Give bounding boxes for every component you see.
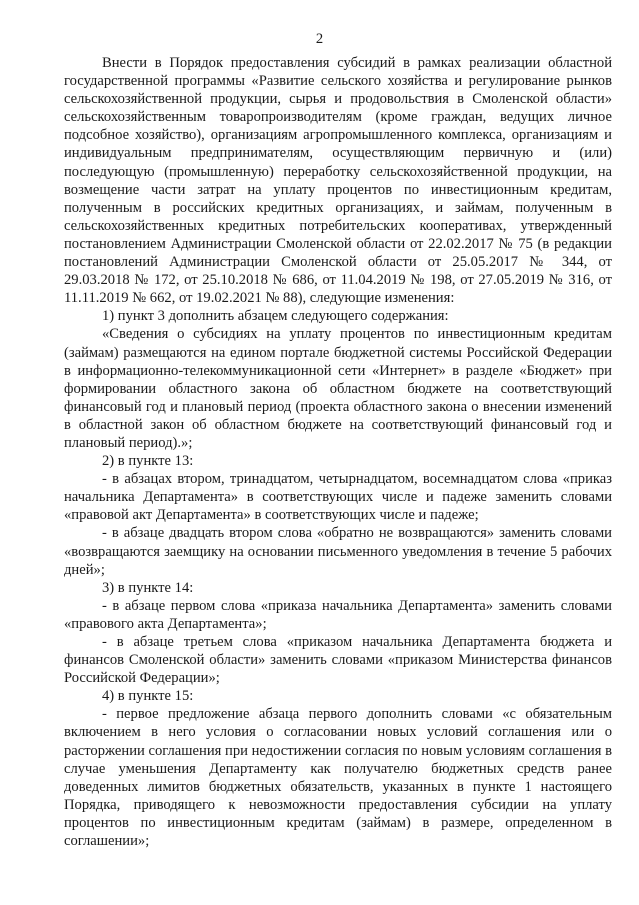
item-4-bullet-1: - первое предложение абзаца первого дополнить словами «с обязательным включением в него условия о согласовании новых условий соглашения или о расторжении соглашения при недостижении согласия по новым условиям соглашения в случае уменьшения Департаменту как получателю бюджетных средств ранее доведенных лимитов бюджетных обязательств, указанных в пункте 1 настоящего Порядка, приводящего к невозможности предоставления субсидии на уплату процентов по инвестиционным кредитам (займам) в размере, определенном в соглашении»; [64, 706, 612, 850]
item-2-bullet-2: - в абзаце двадцать втором слова «обратно не возвращаются» заменить словами «возвращаются заемщику на основании письменного уведомления в течение 5 рабочих дней»; [64, 525, 612, 578]
item-3-heading: 3) в пункте 14: [102, 579, 194, 596]
item-4-heading: 4) в пункте 15: [102, 688, 194, 705]
item-1-heading: 1) пункт 3 дополнить абзацем следующего содержания: [102, 308, 449, 325]
item-2-heading: 2) в пункте 13: [102, 453, 194, 470]
item-3-bullet-2: - в абзаце третьем слова «приказом начальника Департамента бюджета и финансов Смоленской области» заменить словами «приказом Министерства финансов Российской Федерации»; [64, 634, 612, 687]
page-number: 2 [315, 31, 324, 47]
intro-paragraph: Внести в Порядок предоставления субсидий в рамках реализации областной государственной программы «Развитие сельского хозяйства и регулирование рынков сельскохозяйственной продукции, сырья и продовольствия в Смоленской области» сельскохозяйственным товаропроизводителям (кроме граждан, ведущих личное подсобное хозяйство), организациям агропромышленного комплекса, организациям и индивидуальным предпринимателям, осуществляющим первичную и (или) последующую (промышленную) переработку сельскохозяйственной продукции, на возмещение части затрат на уплату процентов по инвестиционным кредитам, полученным в российских кредитных организациях, и займам, полученным в сельскохозяйственных кредитных потребительских кооперативах, утвержденный постановлением Администрации Смоленской области от 22.02.2017 № 75 (в редакции постановлений Администрации Смоленской области от 25.05.2017 № 344, от 29.03.2018 № 172, от 25.10.2018 № 686, от 11.04.2019 № 198, от 27.05.2019 № 316, от 11.11.2019 № 662, от 19.02.2021 № 88), следующие изменения: [64, 55, 612, 307]
item-1-quote: «Сведения о субсидиях на уплату процентов по инвестиционным кредитам (займам) размещаются на едином портале бюджетной системы Российской Федерации в информационно-телекоммуникационной сети «Интернет» в разделе «Бюджет» при формировании областного закона об областном бюджете на соответствующий финансовый год и плановый период (проекта областного закона о внесении изменений в областной закон об областном бюджете на соответствующий финансовый год и плановый период).»; [64, 326, 612, 451]
document-body [64, 54, 612, 850]
item-2-bullet-1: - в абзацах втором, тринадцатом, четырнадцатом, восемнадцатом слова «приказ начальника Департамента» в соответствующих числе и падеже заменить словами «правовой акт Департамента» в соответствующих числе и падеже; [64, 471, 612, 524]
item-3-bullet-1: - в абзаце первом слова «приказа начальника Департамента» заменить словами «правового акта Департамента»; [64, 597, 612, 632]
